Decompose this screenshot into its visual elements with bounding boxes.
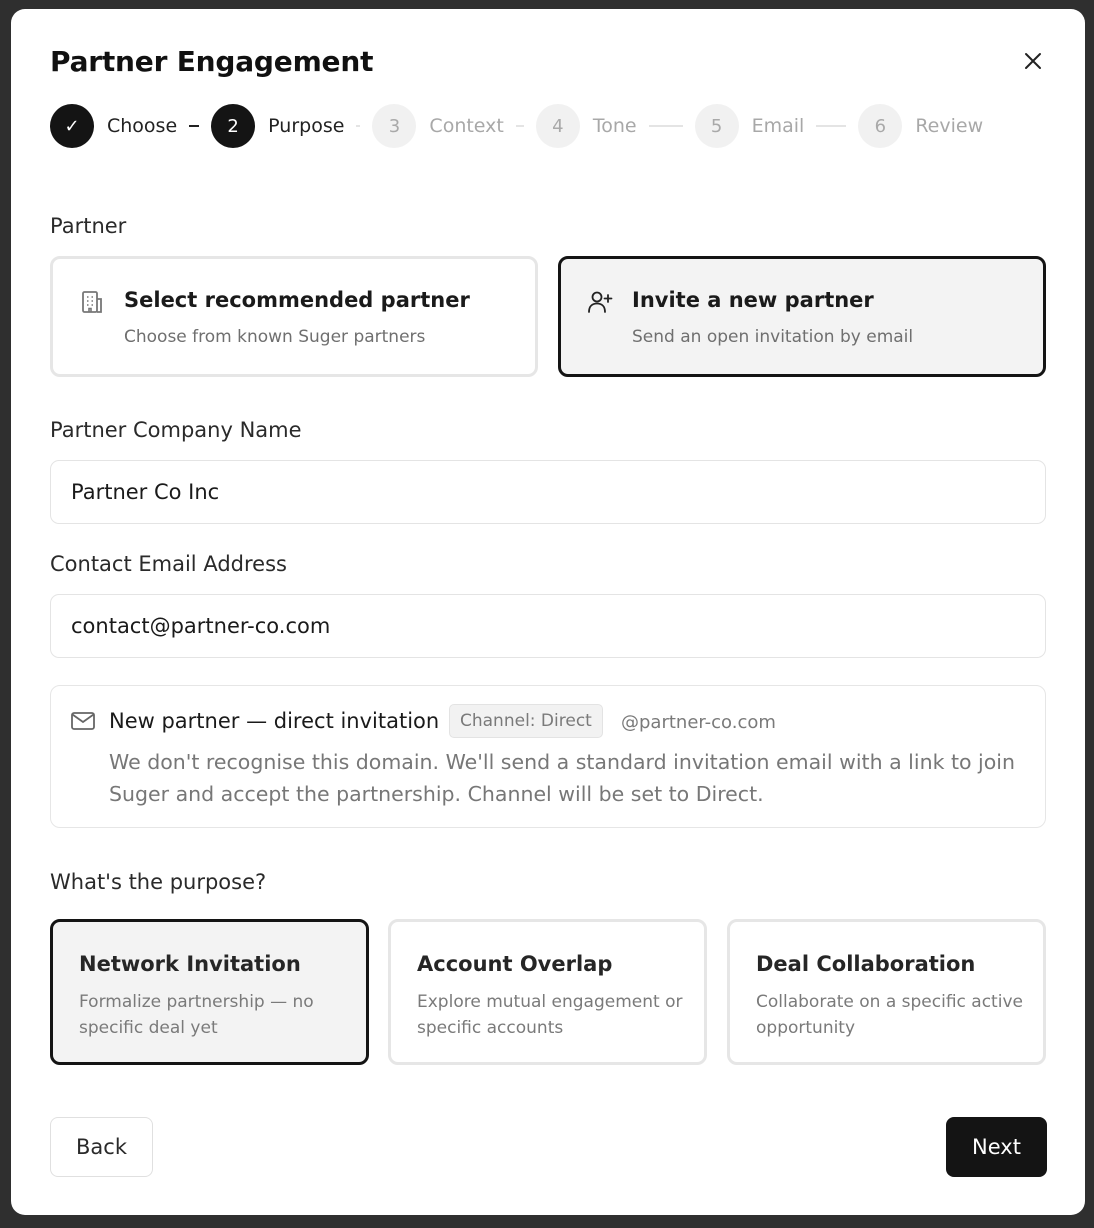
step-number: 6 [858,104,902,148]
wizard-stepper [50,103,983,149]
step-email[interactable] [695,104,805,148]
step-connector [816,125,846,127]
step-tone[interactable] [536,104,637,148]
company-name-input[interactable]: Partner Co Inc [50,460,1046,524]
purpose-subtitle: Collaborate on a specific active opportunity [756,992,1023,1038]
purpose-section-label: What's the purpose? [50,870,267,894]
mail-icon [70,710,96,732]
step-number: ✓ [50,104,94,148]
purpose-title: Deal Collaboration [756,952,976,976]
step-number: 3 [372,104,416,148]
step-purpose[interactable] [211,104,344,148]
step-connector [189,125,199,127]
next-button[interactable]: Next [946,1117,1047,1177]
notice-text: We don't recognise this domain. We'll send a standard invitation email with a link to join Suger and accept the partnership. Channel will be set to Direct. [109,750,1015,806]
step-number: 4 [536,104,580,148]
close-button[interactable] [1019,47,1047,75]
step-label: Review [915,115,984,137]
contact-email-label: Contact Email Address [50,552,287,576]
option-title: Select recommended partner [124,288,470,312]
step-context[interactable] [372,104,503,148]
select-recommended-partner-option[interactable] [50,256,538,377]
purpose-title: Account Overlap [417,952,613,976]
step-label: Choose [107,115,178,137]
step-connector [516,125,524,127]
user-plus-icon [587,289,613,315]
purpose-account-overlap[interactable] [388,919,707,1065]
notice-domain: @partner-co.com [621,712,776,733]
purpose-deal-collaboration[interactable] [727,919,1046,1065]
back-button[interactable]: Back [50,1117,153,1177]
building-icon [79,289,105,315]
purpose-subtitle: Explore mutual engagement or specific accounts [417,992,683,1038]
step-connector [649,125,683,127]
purpose-subtitle: Formalize partnership — no specific deal yet [79,992,314,1038]
step-connector [356,125,360,127]
channel-badge: Channel: Direct [449,704,603,738]
partner-engagement-modal [11,9,1085,1215]
step-label: Email [751,115,805,137]
company-name-label: Partner Company Name [50,418,302,442]
step-choose[interactable] [50,104,177,148]
step-review[interactable] [858,104,983,148]
notice-title: New partner — direct invitation [109,709,440,733]
step-number: 5 [695,104,739,148]
domain-notice [50,685,1046,828]
close-icon [1023,51,1043,71]
modal-title: Partner Engagement [50,45,374,78]
invite-new-partner-option[interactable] [558,256,1046,377]
contact-email-input[interactable]: contact@partner-co.com [50,594,1046,658]
step-label: Tone [592,115,637,137]
purpose-title: Network Invitation [79,952,301,976]
step-label: Context [429,115,504,137]
option-subtitle: Send an open invitation by email [632,327,914,347]
option-title: Invite a new partner [632,288,874,312]
step-number: 2 [211,104,255,148]
step-label: Purpose [268,115,345,137]
partner-section-label: Partner [50,214,127,238]
option-subtitle: Choose from known Suger partners [124,327,426,347]
purpose-network-invitation[interactable] [50,919,369,1065]
